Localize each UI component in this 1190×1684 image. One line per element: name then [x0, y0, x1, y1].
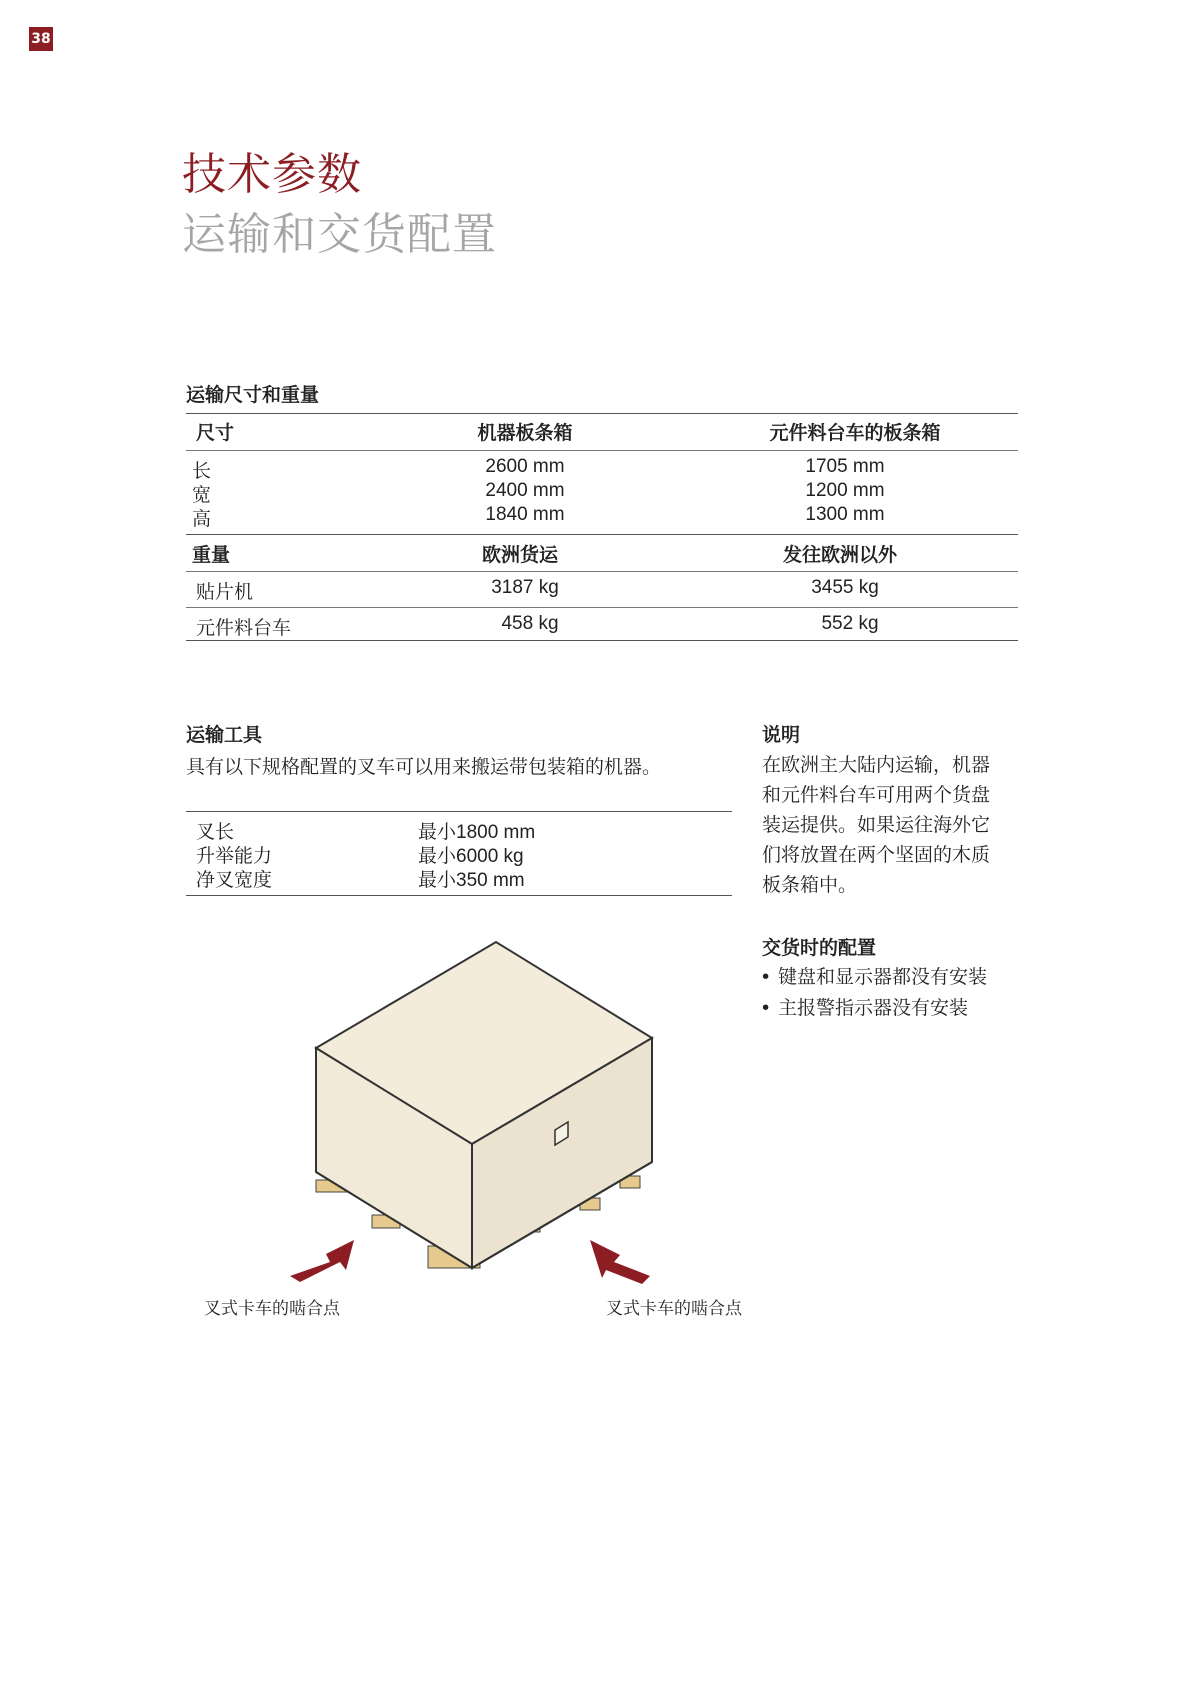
dims-row-col1: 2600 mm	[485, 456, 565, 477]
table-rule	[186, 534, 1018, 535]
dims-header-col1: 机器板条箱	[477, 422, 573, 444]
dims-row-label: 宽	[192, 484, 212, 506]
weight-row-col1: 458 kg	[501, 613, 559, 634]
tools-row-label: 净叉宽度	[196, 869, 273, 891]
notes-title: 说明	[762, 724, 801, 746]
tools-row-value: 最小6000 kg	[418, 846, 524, 867]
crate-illustration	[280, 935, 680, 1285]
notes-line: 板条箱中。	[762, 874, 858, 896]
delivery-item: • 键盘和显示器都没有安装	[758, 962, 987, 993]
dims-row-col2: 1200 mm	[805, 480, 885, 501]
weight-header-label: 重量	[192, 544, 231, 566]
tools-rule-top	[186, 811, 732, 812]
delivery-item: • 主报警指示器没有安装	[758, 993, 987, 1024]
forklift-arrow-right	[590, 1240, 650, 1284]
transport-tools-description: 具有以下规格配置的叉车可以用来搬运带包装箱的机器。	[186, 756, 662, 778]
notes-line: 装运提供。如果运往海外它	[762, 814, 991, 836]
weight-row-col2: 3455 kg	[811, 577, 879, 598]
weight-row-col2: 552 kg	[821, 613, 879, 634]
table-rule-bottom	[186, 640, 1018, 641]
dims-row-col2: 1300 mm	[805, 504, 885, 525]
tools-row-value: 最小350 mm	[418, 870, 525, 891]
tools-rule-bottom	[186, 895, 732, 896]
caption-right: 叉式卡车的啮合点	[606, 1299, 742, 1319]
notes-line: 们将放置在两个坚固的木质	[762, 844, 991, 866]
weight-row-label: 元件料台车	[196, 617, 292, 639]
caption-left: 叉式卡车的啮合点	[204, 1299, 340, 1319]
delivery-list	[758, 962, 987, 1024]
table-rule	[186, 571, 1018, 572]
table-rule	[186, 450, 1018, 451]
dims-row-label: 高	[192, 508, 212, 530]
table-rule	[186, 607, 1018, 608]
dims-row-col1: 1840 mm	[485, 504, 565, 525]
tools-row-label: 升举能力	[196, 845, 273, 867]
weight-header-col1: 欧洲货运	[481, 544, 558, 566]
dims-row-col1: 2400 mm	[485, 480, 565, 501]
page-title: 技术参数	[182, 149, 362, 200]
weight-row-label: 贴片机	[196, 581, 254, 603]
notes-line: 和元件料台车可用两个货盘	[762, 784, 991, 806]
delivery-title: 交货时的配置	[762, 937, 877, 959]
transport-tools-title: 运输工具	[186, 724, 263, 746]
page-subtitle: 运输和交货配置	[182, 209, 497, 260]
tools-row-label: 叉长	[196, 821, 235, 843]
notes-text	[762, 750, 990, 900]
notes-line: 在欧洲主大陆内运输，机器	[762, 754, 991, 776]
weight-header-col2: 发往欧洲以外	[782, 544, 897, 566]
dims-header-col2: 元件料台车的板条箱	[769, 422, 941, 444]
dims-row-label: 长	[192, 460, 212, 482]
page-number: 38	[29, 27, 53, 51]
weight-row-col1: 3187 kg	[491, 577, 559, 598]
dims-header-label: 尺寸	[196, 422, 235, 444]
tools-row-value: 最小1800 mm	[418, 822, 536, 843]
forklift-arrow-left	[290, 1240, 354, 1282]
dims-section-title: 运输尺寸和重量	[186, 384, 320, 406]
table-rule-top	[186, 413, 1018, 414]
dims-row-col2: 1705 mm	[805, 456, 885, 477]
